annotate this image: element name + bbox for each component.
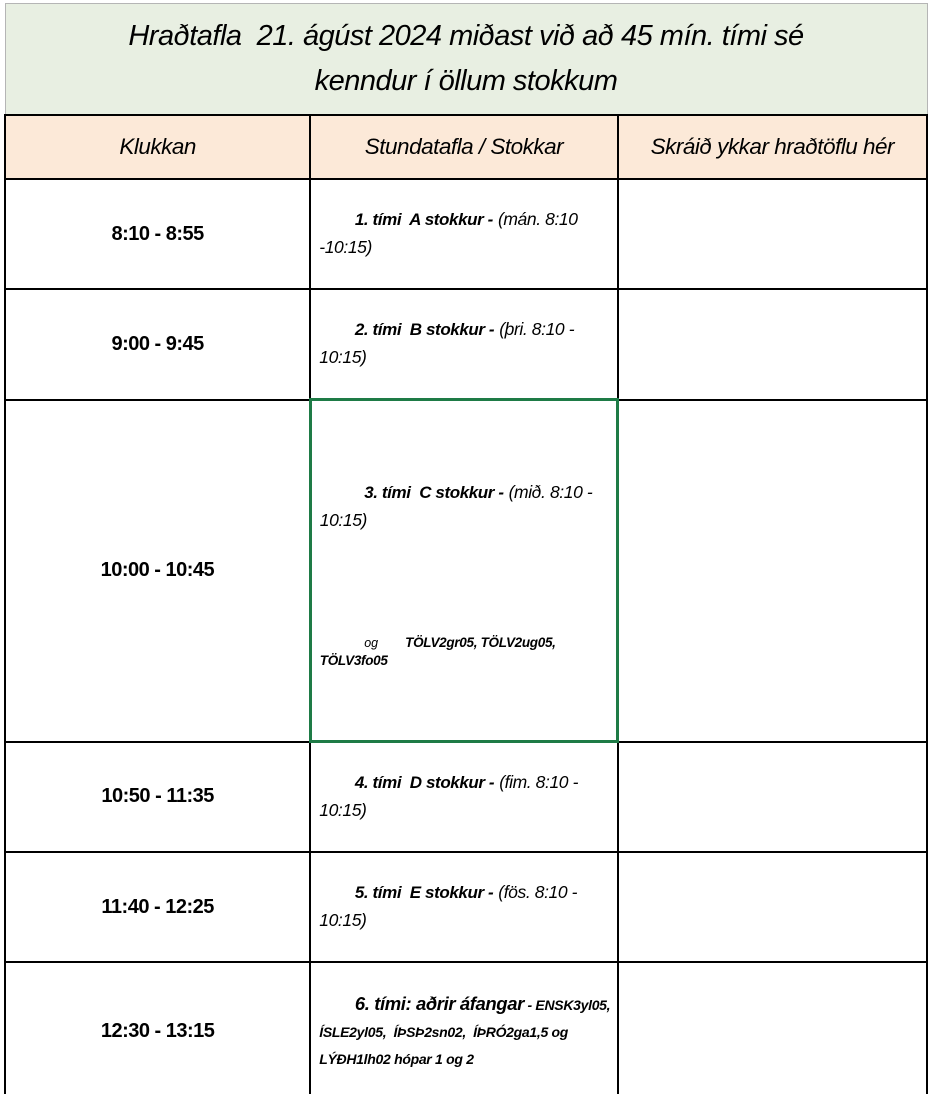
- lesson-detail: (mið. 8:10 - 10:15): [319, 482, 597, 530]
- header-cell-klukkan[interactable]: [5, 115, 310, 179]
- lesson-label: 2. tími B stokkur -: [354, 320, 495, 339]
- page-title-line-1: Hraðtafla 21. ágúst 2024 miðast við að 45 mín. tími sé: [128, 20, 804, 52]
- entry-cell[interactable]: [618, 742, 927, 853]
- time-cell[interactable]: [5, 742, 310, 853]
- header-label-klukkan: Klukkan: [119, 134, 196, 159]
- lesson-cell[interactable]: [310, 852, 617, 962]
- time-cell[interactable]: [5, 400, 310, 742]
- lesson-cell[interactable]: [310, 289, 617, 400]
- table-row: [5, 400, 927, 742]
- lesson-course-codes: - ENSK3yl05, ÍSLE2yl05, ÍÞSÞ2sn02, ÍÞRÓ2ga1,5 og LÝÐH1lh02 hópar 1 og 2: [319, 997, 614, 1067]
- table-row: [5, 852, 927, 962]
- table-row: [5, 962, 927, 1094]
- page-title-line-2: kenndur í öllum stokkum: [314, 65, 618, 97]
- lesson-detail: (fim. 8:10 - 10:15): [319, 772, 583, 820]
- time-label: 10:50 - 11:35: [101, 785, 214, 808]
- page-title-cell[interactable]: [5, 4, 927, 116]
- lesson-label: 4. tími D stokkur -: [354, 773, 495, 792]
- lesson-detail: (þri. 8:10 - 10:15): [319, 319, 579, 367]
- note-prefix: og: [364, 636, 379, 650]
- header-label-skraid: Skráið ykkar hraðtöflu hér: [650, 134, 895, 159]
- entry-cell[interactable]: [618, 962, 927, 1094]
- time-cell[interactable]: [5, 289, 310, 400]
- note-course-codes: TÖLV2gr05, TÖLV2ug05, TÖLV3fo05: [319, 635, 560, 668]
- lesson-cell[interactable]: [310, 742, 617, 853]
- lesson-detail: (fös. 8:10 - 10:15): [319, 882, 582, 930]
- selected-cell[interactable]: [310, 400, 617, 742]
- lesson-detail: (mán. 8:10 -10:15): [319, 209, 583, 257]
- lesson-label: 5. tími E stokkur -: [354, 883, 494, 902]
- time-label: 8:10 - 8:55: [111, 222, 204, 245]
- time-label: 10:00 - 10:45: [100, 559, 215, 581]
- time-label: 11:40 - 12:25: [101, 895, 214, 918]
- header-cell-stundatafla[interactable]: [310, 115, 617, 179]
- title-row: [5, 4, 927, 116]
- timetable: [4, 3, 928, 1094]
- entry-cell[interactable]: [618, 179, 927, 289]
- entry-cell[interactable]: [618, 852, 927, 962]
- table-row: [5, 289, 927, 400]
- time-label: 12:30 - 13:15: [100, 1020, 215, 1042]
- time-cell[interactable]: [5, 852, 310, 962]
- time-cell[interactable]: [5, 179, 310, 289]
- lesson-label: 6. tími: aðrir áfangar: [354, 993, 524, 1014]
- time-cell[interactable]: [5, 962, 310, 1094]
- table-row: [5, 179, 927, 289]
- spreadsheet: [4, 3, 928, 1094]
- time-label: 9:00 - 9:45: [111, 332, 204, 355]
- lesson-label: 1. tími A stokkur -: [354, 210, 493, 229]
- lesson-cell[interactable]: [310, 962, 617, 1094]
- table-row: [5, 742, 927, 853]
- header-label-stundatafla: Stundatafla / Stokkar: [364, 134, 564, 159]
- entry-cell[interactable]: [618, 289, 927, 400]
- lesson-label: 3. tími C stokkur -: [364, 483, 504, 502]
- entry-cell[interactable]: [618, 400, 927, 742]
- lesson-cell[interactable]: [310, 179, 617, 289]
- header-cell-skraid[interactable]: [618, 115, 927, 179]
- header-row: [5, 115, 927, 179]
